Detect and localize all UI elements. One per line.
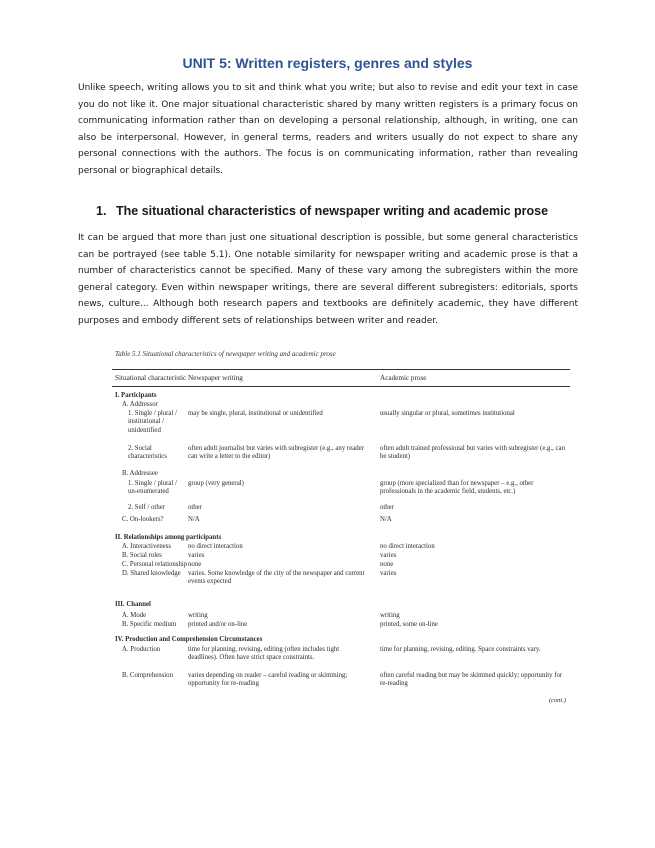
row-label: II. Relationships among participants [115, 534, 222, 541]
row-label: 1. Single / plural / institutional / unidentified [128, 410, 177, 434]
newspaper-cell: varies [188, 552, 205, 559]
newspaper-cell: time for planning, revising, editing (often includes tight deadlines). Often have strict space constraints. [188, 646, 340, 662]
newspaper-cell: none [188, 561, 202, 568]
col-header-newspaper: Newspaper writing [188, 374, 243, 382]
situational-characteristics-table [112, 350, 570, 710]
newspaper-cell: printed and/or on-line [188, 621, 248, 628]
academic-cell: other [380, 504, 394, 511]
row-label: A. Addressor [122, 401, 158, 408]
section-heading [96, 204, 548, 218]
newspaper-cell: often adult journalist but varies with subregister (e.g., any reader can write a letter to the editor) [188, 445, 364, 461]
row-label: 2. Self / other [128, 504, 165, 511]
academic-cell: none [380, 561, 394, 568]
row-label: C. Personal relationship [122, 561, 188, 568]
row-label: B. Addressee [122, 470, 158, 477]
table-caption: Table 5.1 Situational characteristics of newspaper writing and academic prose [115, 350, 336, 358]
academic-cell: varies [380, 552, 397, 559]
academic-cell: writing [380, 612, 400, 619]
academic-cell: group (more specialized than for newspaper – e.g., other professionals in the academic field, students, etc.) [380, 480, 534, 496]
row-label: B. Specific medium [122, 621, 177, 628]
section-number: 1. [96, 204, 107, 218]
newspaper-cell: N/A [188, 516, 200, 523]
academic-cell: varies [380, 570, 397, 577]
table-top-rule [112, 369, 570, 370]
academic-cell: often careful reading but may be skimmed quickly; opportunity for re-reading [380, 672, 563, 688]
academic-cell: often adult trained professional but varies with subregister (e.g., can be student) [380, 445, 565, 461]
section-paragraph: It can be argued that more than just one situational description is possible, but some general characteristics can be portrayed (see table 5.1). One notable similarity for newspaper writing and academic prose is that a number of characteristics cannot be specified. Many of these vary among the subregisters within the more general category. Even within newspaper writings, there are several different subregisters: editorials, sports news, culture... Although both research papers and textbooks are definitely academic, they have different purposes and embody different sets of relationships between writer and reader. [78, 233, 578, 326]
continued-note: (cont.) [548, 697, 566, 704]
newspaper-cell: varies. Some knowledge of the city of the newspaper and current events expected [188, 570, 365, 586]
row-label: 1. Single / plural / un-enumerated [128, 480, 177, 496]
row-label: 2. Social characteristics [128, 445, 167, 461]
academic-cell: no direct interaction [380, 543, 435, 550]
row-label: B. Social roles [122, 552, 162, 559]
row-label: C. On-lookers? [122, 516, 164, 523]
section-heading-text: The situational characteristics of newspaper writing and academic prose [116, 204, 549, 218]
row-label: A. Mode [122, 612, 147, 619]
academic-cell: printed, some on-line [380, 621, 438, 628]
newspaper-cell: no direct interaction [188, 543, 243, 550]
academic-cell: time for planning, revising, editing. Space constraints vary. [380, 646, 541, 653]
row-label: I. Participants [115, 392, 157, 399]
academic-cell: usually singular or plural, sometimes institutional [380, 410, 515, 417]
row-label: IV. Production and Comprehension Circumstances [115, 636, 263, 643]
col-header-characteristic: Situational characteristic [115, 374, 187, 382]
newspaper-cell: group (very general) [188, 480, 244, 487]
row-label: A. Production [122, 646, 161, 653]
col-header-academic: Academic prose [380, 374, 427, 382]
newspaper-cell: varies depending on reader – careful reading or skimming; opportunity for re-reading [188, 672, 348, 688]
newspaper-cell: writing [188, 612, 208, 619]
page-title: UNIT 5: Written registers, genres and styles [182, 55, 473, 71]
row-label: III. Channel [115, 601, 151, 608]
intro-paragraph: Unlike speech, writing allows you to sit and think what you write; but also to revise and edit your text in case you do not like it. One major situational characteristic shared by many written registers is a primary focus on communicating information rather than on developing a personal relationship, although, in writing, one can also be interpersonal. However, in general terms, readers and writers usually do not expect to share any personal connections with the authors. The focus is on communicating information, rather than revealing personal or biographical details. [78, 83, 578, 176]
row-label: A. Interactiveness [122, 543, 172, 550]
newspaper-cell: other [188, 504, 202, 511]
academic-cell: N/A [380, 516, 392, 523]
row-label: B. Comprehension [122, 672, 173, 679]
table-header-rule [112, 386, 570, 387]
newspaper-cell: may be single, plural, institutional or unidentified [188, 410, 323, 417]
row-label: D. Shared knowledge [122, 570, 181, 577]
